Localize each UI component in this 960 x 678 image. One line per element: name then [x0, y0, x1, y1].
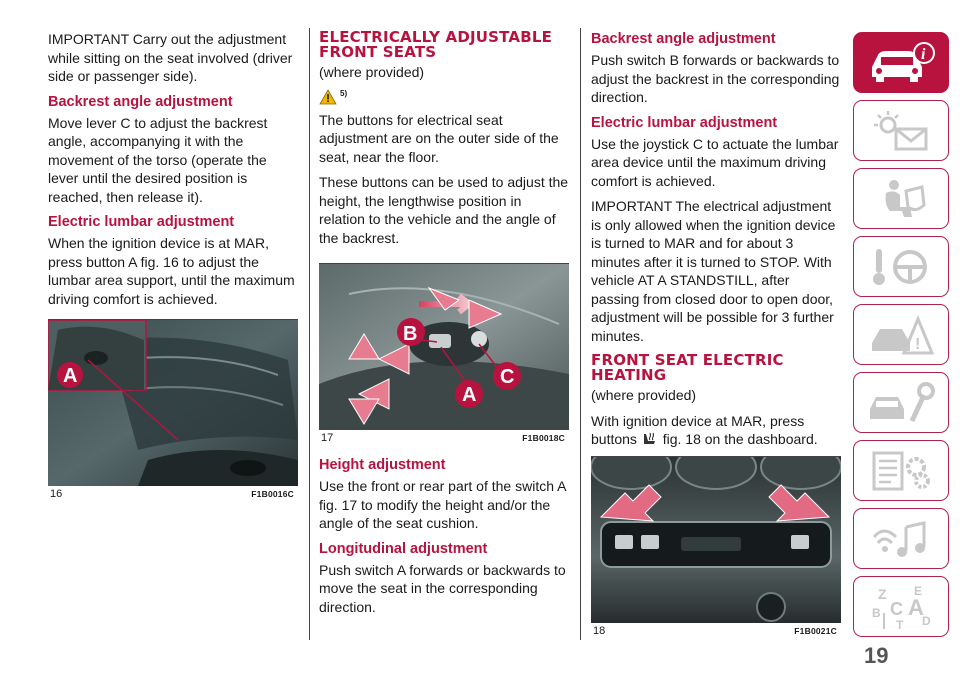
- adjustment-sections: [319, 456, 569, 616]
- section-heading-longitudinal: Longitudinal adjustment: [319, 540, 488, 557]
- car-info-icon: [866, 41, 936, 85]
- tab-multimedia[interactable]: [853, 508, 949, 569]
- figure-17-caption: [319, 430, 569, 444]
- figure-16-image: [48, 320, 298, 486]
- emergency-icon: [866, 313, 936, 357]
- seat-switches-photo: [319, 264, 569, 430]
- figure-number: 18: [593, 624, 606, 637]
- backrest-paragraph: Push switch B forwards or backwards to adjust the backrest in the corresponding direction.: [591, 52, 840, 105]
- label-b: B: [403, 323, 418, 345]
- figure-16: [48, 319, 298, 500]
- backrest-paragraph: Move lever C to adjust the backrest angle, accompanying it with the movement of the torso (operate the lever until the desired position is reached, then release it).: [48, 114, 268, 205]
- heating-paragraph: [591, 412, 841, 449]
- tab-dashboard[interactable]: [853, 100, 949, 161]
- figure-17: [319, 263, 569, 444]
- section-heading-lumbar: Electric lumbar adjustment: [48, 214, 235, 230]
- height-paragraph: Use the front or rear part of the switch A fig. 17 to modify the height and/or the angle of the seat cushion.: [319, 478, 566, 531]
- index-icon: [866, 583, 936, 631]
- where-provided: (where provided): [319, 64, 425, 80]
- index-letter: B: [872, 605, 881, 620]
- index-letter: Z: [878, 585, 887, 602]
- figure-code: F1B0021C: [794, 625, 837, 636]
- tab-index[interactable]: [853, 576, 949, 637]
- figure-code: F1B0016C: [251, 489, 294, 499]
- column-2: [319, 30, 569, 623]
- figure-number: 16: [50, 488, 63, 500]
- column-divider: [580, 28, 581, 640]
- index-letter: T: [896, 617, 904, 631]
- page-number: 19: [864, 643, 889, 668]
- index-letter: C: [890, 598, 903, 619]
- figure-18-image: [591, 457, 841, 623]
- svg-text:!: !: [915, 335, 921, 353]
- tab-knowing-your-car[interactable]: [853, 32, 949, 93]
- section-heading-backrest: Backrest angle adjustment: [591, 31, 776, 47]
- tab-starting-driving[interactable]: [853, 236, 949, 297]
- svg-text:i: i: [921, 45, 926, 63]
- tab-maintenance[interactable]: [853, 372, 949, 433]
- index-letter: D: [922, 613, 931, 628]
- label-a: A: [462, 384, 477, 406]
- seat-lumbar-photo: [48, 320, 298, 486]
- section-heading-height: Height adjustment: [319, 457, 446, 473]
- starting-driving-icon: [866, 245, 936, 289]
- figure-17-image: [319, 264, 569, 430]
- figure-18: [591, 456, 841, 637]
- dashboard-heating-buttons-photo: [591, 457, 841, 623]
- figure-18-caption: [591, 623, 841, 637]
- chapter-tabs-sidebar: [853, 32, 949, 644]
- where-provided: (where provided): [591, 387, 697, 403]
- seat-safety-icon: [866, 177, 936, 221]
- chapter-heading-seat-heating: FRONT SEAT ELECTRIC HEATING: [591, 351, 784, 384]
- section-heading-lumbar: Electric lumbar adjustment: [591, 114, 778, 131]
- label-c: C: [500, 366, 515, 388]
- warning-footnote: 5): [340, 88, 348, 98]
- column-3: [591, 30, 841, 637]
- chapter-heading-electric-seats: ELECTRICALLY ADJUSTABLE FRONT SEATS: [319, 28, 553, 61]
- tab-technical-data[interactable]: [853, 440, 949, 501]
- maintenance-icon: [866, 381, 936, 425]
- figure-16-caption: [48, 486, 298, 500]
- figure-number: 17: [321, 432, 334, 444]
- index-letter: E: [914, 583, 923, 598]
- longitudinal-paragraph: Push switch A forwards or backwards to move the seat in the corresponding direction.: [319, 561, 566, 615]
- technical-data-icon: [866, 449, 936, 493]
- warning-triangle-icon: [319, 89, 337, 105]
- heating-text-2: fig. 18 on the dashboard.: [662, 431, 818, 447]
- lumbar-paragraph: Use the joystick C to actuate the lumbar area device until the maximum driving comfort is achieved.: [591, 135, 839, 189]
- important-note: IMPORTANT Carry out the adjustment while sitting on the seat involved (driver side or passenger side).: [48, 31, 293, 84]
- tab-safety[interactable]: [853, 168, 949, 229]
- lumbar-paragraph: When the ignition device is at MAR, press button A fig. 16 to adjust the lumbar area support, until the maximum driving comfort is achieved.: [48, 235, 295, 307]
- seat-heating-icon: [641, 432, 659, 446]
- index-letter: A: [908, 594, 924, 620]
- figure-code: F1B0018C: [522, 433, 565, 443]
- tab-emergency[interactable]: [853, 304, 949, 365]
- column-divider: [309, 28, 310, 640]
- buttons-paragraph: The buttons for electrical seat adjustment are on the outer side of the seat, near the floor.: [319, 111, 559, 165]
- multimedia-icon: [866, 517, 936, 561]
- heating-text-1: With ignition device at MAR, press buttons: [591, 412, 805, 447]
- important-note: IMPORTANT The electrical adjustment is only allowed when the ignition device is turned to MAR and for about 3 minutes after it is turned to STOP. With vehicle AT A STANDSTILL, after passing from closed door to open door, adjustment will be possible for 3 further minutes.: [591, 198, 836, 344]
- section-heading-backrest: Backrest angle adjustment: [48, 93, 233, 110]
- buttons-usage-paragraph: These buttons can be used to adjust the height, the lengthwise position in relation to the vehicle and the angle of the backrest.: [319, 174, 569, 246]
- label-a: A: [63, 365, 78, 387]
- warning-reference: [319, 89, 569, 105]
- column-1: [48, 30, 298, 500]
- warning-lights-message-icon: [866, 109, 936, 153]
